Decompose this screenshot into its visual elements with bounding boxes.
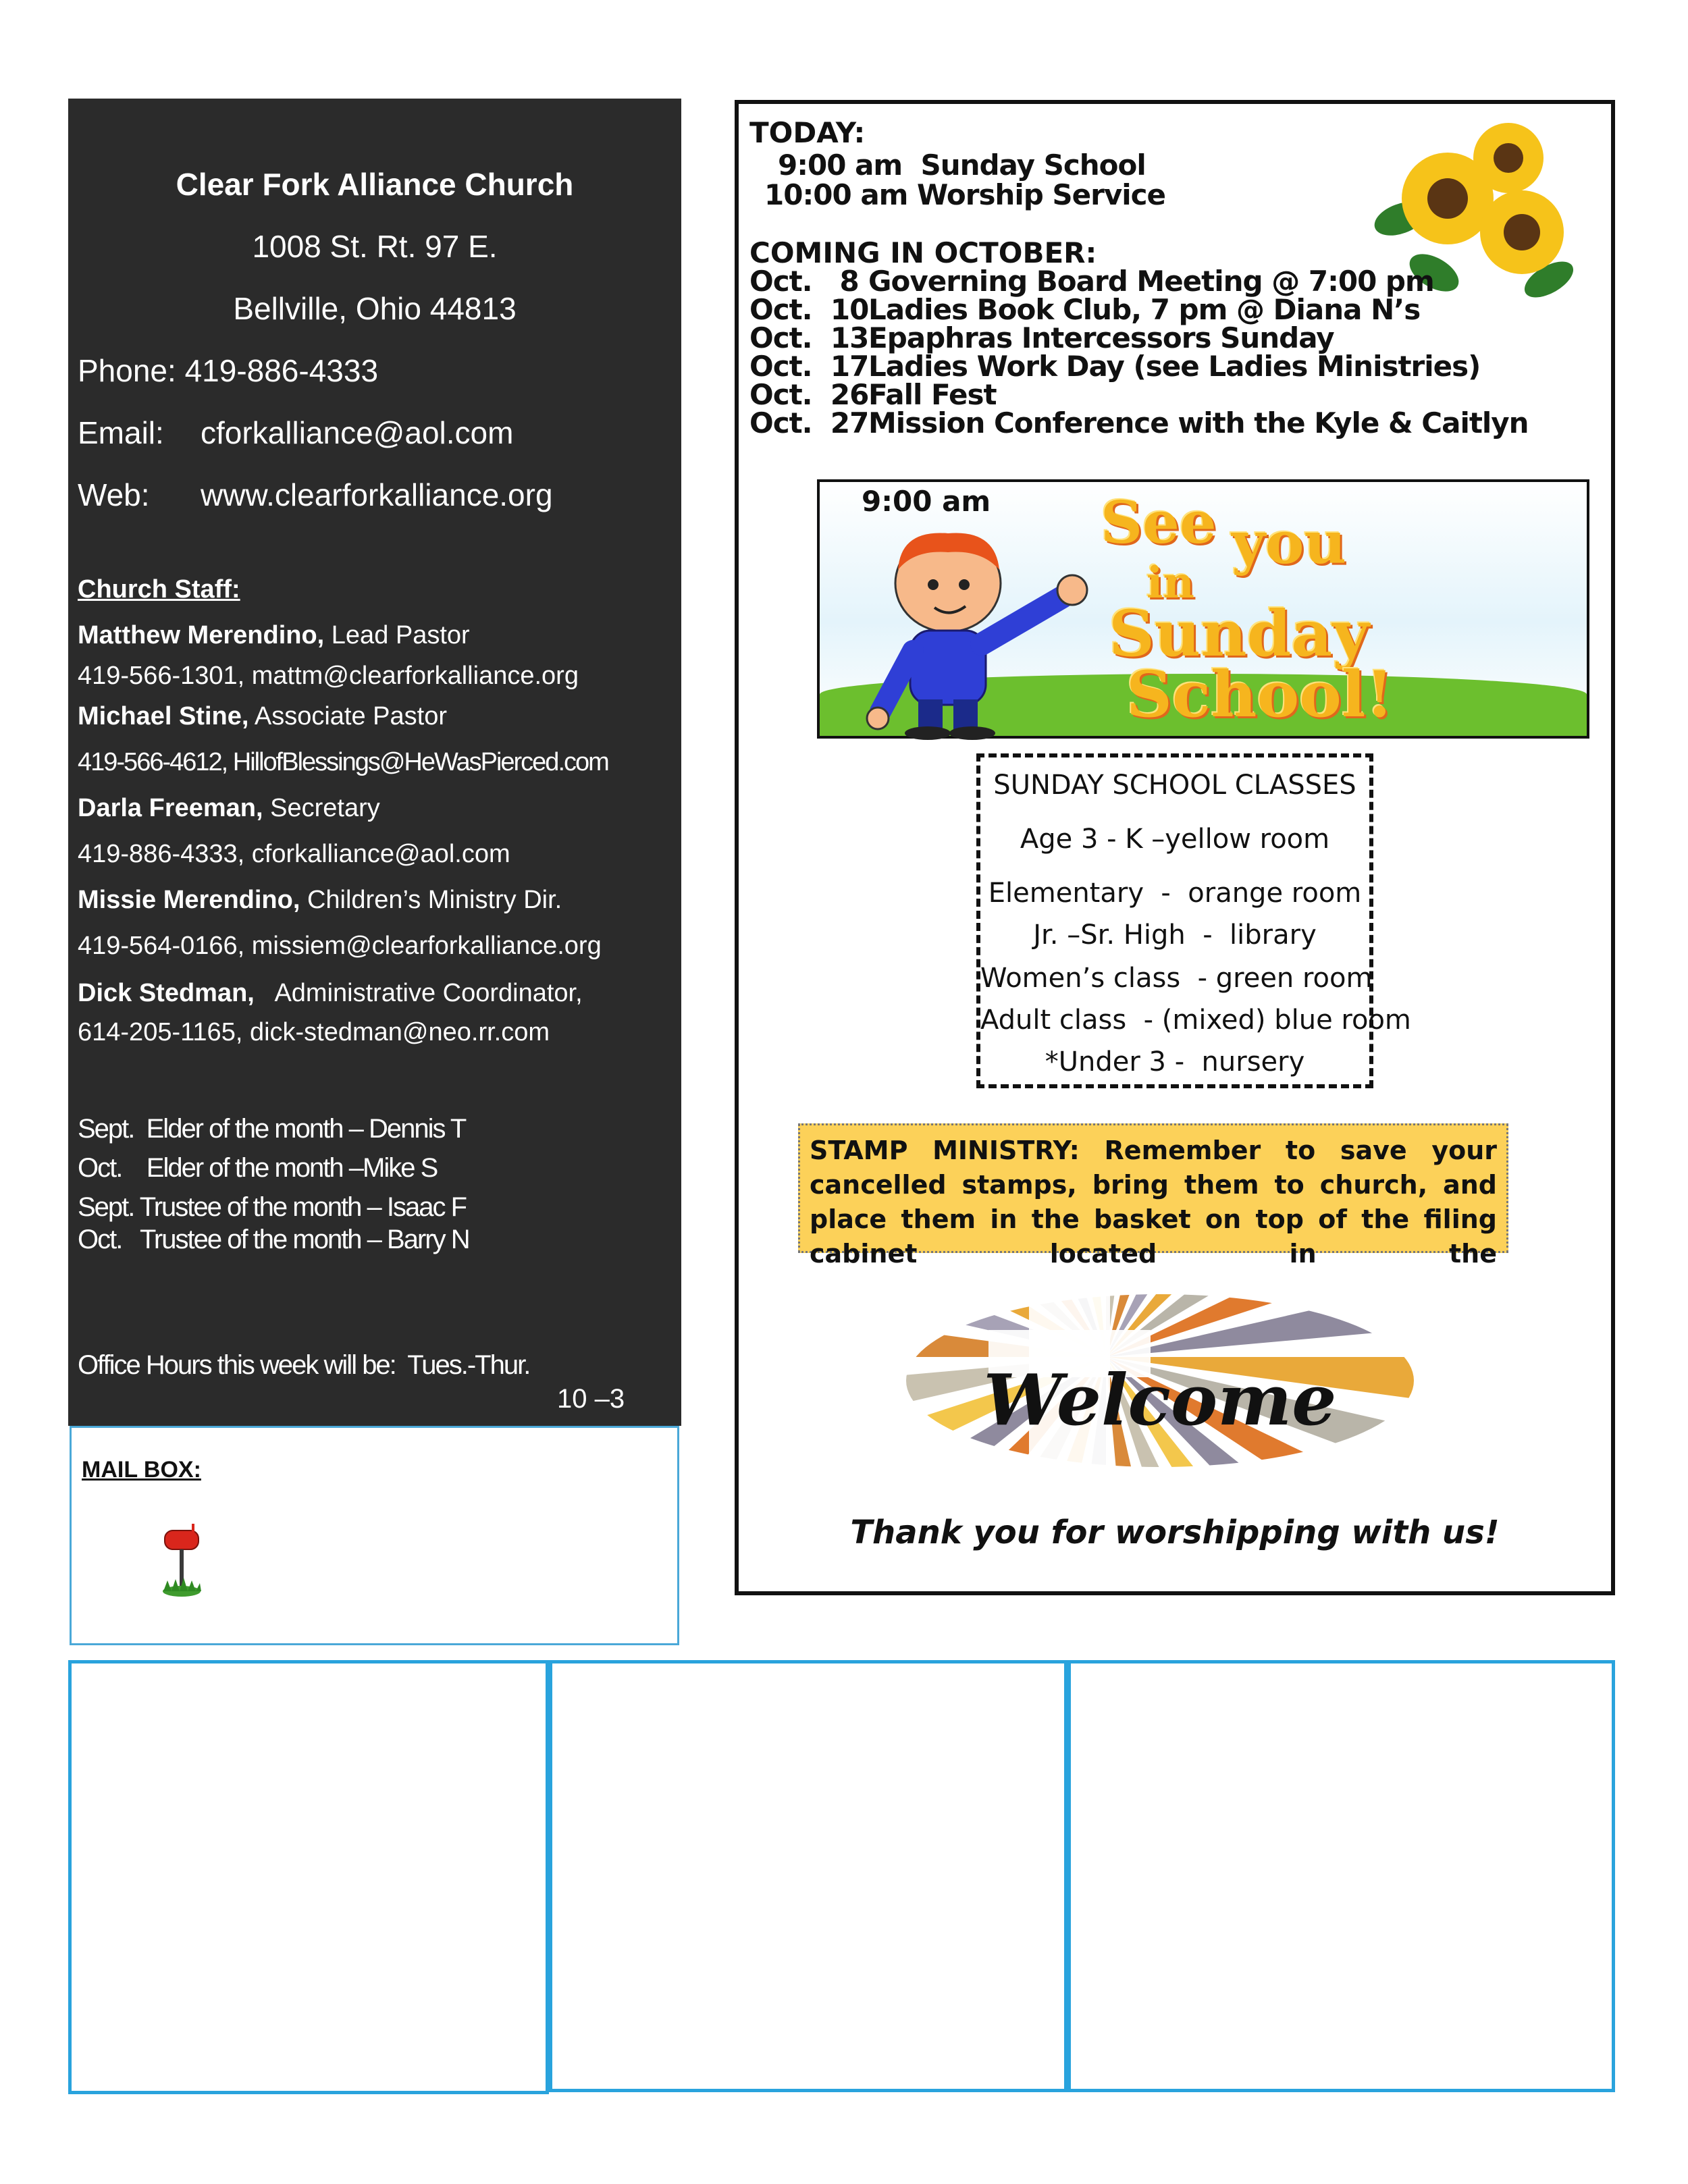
event-date: Oct. 27 [749, 406, 869, 440]
event-text: Ladies Work Day (see Ladies Ministries) [868, 350, 1481, 383]
staff-role: Secretary [263, 794, 380, 822]
class-item: Adult class - (mixed) blue room [980, 1005, 1411, 1036]
phone-line [78, 352, 378, 389]
banner-word: in [1146, 558, 1194, 608]
church-address-line2: Bellville, Ohio 44813 [233, 291, 517, 326]
sunday-school-banner [817, 479, 1589, 739]
staff-role: Associate Pastor [248, 702, 447, 730]
welcome-cross-graphic [903, 1283, 1417, 1479]
empty-box-left [68, 1660, 549, 2094]
email-line [78, 415, 513, 451]
stamp-ministry-text: STAMP MINISTRY: Remember to save your cancelled stamps, bring them to church, and place them in the basket on top of the filing cabinet located in the [810, 1136, 1497, 1269]
today-item: 9:00 am Sunday School [778, 149, 1146, 182]
banner-word: See [1101, 489, 1217, 557]
staff-contact: 614-205-1165, dick-stedman@neo.rr.com [78, 1018, 550, 1046]
event-date: Oct. 13 [749, 321, 869, 354]
web-line [78, 477, 553, 513]
email-value[interactable]: cforkalliance@aol.com [201, 415, 514, 450]
staff-heading: Church Staff: [78, 575, 240, 604]
today-heading: TODAY: [749, 116, 866, 149]
office-hours: Office Hours this week will be: Tues.-Thur. [78, 1350, 530, 1380]
mailbox-title: MAIL BOX: [82, 1457, 201, 1483]
thank-you-message: Thank you for worshipping with us! [850, 1514, 1500, 1551]
staff-contact: 419-564-0166, missiem@clearforkalliance.org [78, 932, 602, 960]
staff-member [78, 886, 562, 915]
staff-role: Administrative Coordinator, [254, 979, 583, 1007]
phone-value: 419-886-4333 [184, 353, 379, 388]
empty-box-middle [549, 1660, 1067, 2092]
class-item: Elementary - orange room [988, 878, 1362, 909]
october-heading: COMING IN OCTOBER: [749, 236, 1097, 269]
event-text: Fall Fest [868, 378, 997, 411]
classes-heading: SUNDAY SCHOOL CLASSES [993, 770, 1356, 801]
staff-member [78, 702, 447, 731]
church-name: Clear Fork Alliance Church [176, 167, 574, 202]
class-item: Women’s class - green room [980, 963, 1373, 994]
event-text: Governing Board Meeting @ 7:00 pm [868, 265, 1434, 298]
staff-name: Matthew Merendino, [78, 621, 325, 649]
announcements-box [735, 100, 1615, 1595]
waving-boy-icon [840, 523, 1124, 739]
staff-name: Darla Freeman, [78, 794, 263, 822]
trustee-of-month: Oct. Trustee of the month – Barry N [78, 1225, 469, 1254]
event-row [749, 406, 1529, 440]
church-address-line1: 1008 St. Rt. 97 E. [252, 229, 498, 264]
staff-contact: 419-566-1301, mattm@clearforkalliance.org [78, 662, 579, 690]
banner-word: Sunday [1109, 597, 1369, 671]
staff-member [78, 621, 470, 650]
church-info-panel [68, 99, 681, 1426]
office-hours-time: 10 –3 [557, 1384, 625, 1414]
class-item: Jr. –Sr. High - library [1033, 920, 1317, 951]
staff-role: Children’s Ministry Dir. [300, 886, 562, 914]
staff-contact: 419-886-4333, cforkalliance@aol.com [78, 840, 510, 868]
elder-of-month: Oct. Elder of the month –Mike S [78, 1153, 438, 1183]
banner-time: 9:00 am [862, 485, 991, 518]
today-item: 10:00 am Worship Service [764, 178, 1166, 211]
class-item: *Under 3 - nursery [1045, 1046, 1305, 1077]
event-date: Oct. 8 [749, 265, 859, 298]
welcome-text: Welcome [983, 1358, 1337, 1441]
staff-name: Dick Stedman, [78, 979, 255, 1007]
event-text: Ladies Book Club, 7 pm @ Diana N’s [868, 293, 1421, 326]
web-value[interactable]: www.clearforkalliance.org [201, 477, 553, 512]
class-item: Age 3 - K –yellow room [1020, 824, 1330, 855]
elder-of-month: Sept. Elder of the month – Dennis T [78, 1114, 466, 1144]
staff-contact: 419-566-4612, HillofBlessings@HeWasPierced.com [78, 748, 608, 776]
staff-name: Michael Stine, [78, 702, 249, 730]
sunday-school-classes [976, 753, 1411, 1088]
event-text: Epaphras Intercessors Sunday [868, 321, 1334, 354]
staff-member [78, 794, 380, 823]
phone-label: Phone: [78, 353, 176, 388]
mailbox-icon [149, 1524, 216, 1605]
event-date: Oct. 26 [749, 378, 869, 411]
event-date: Oct. 10 [749, 293, 869, 326]
staff-member [78, 979, 583, 1008]
event-text: Mission Conference with the Kyle & Caitlyn [868, 406, 1529, 440]
web-label: Web: [78, 477, 150, 512]
empty-box-right [1067, 1660, 1615, 2092]
trustee-of-month: Sept. Trustee of the month – Isaac F [78, 1192, 467, 1222]
banner-word: you [1232, 509, 1346, 577]
staff-role: Lead Pastor [324, 621, 470, 649]
event-date: Oct. 17 [749, 350, 869, 383]
email-label: Email: [78, 415, 164, 450]
mailbox-box [70, 1426, 679, 1645]
staff-name: Missie Merendino, [78, 886, 300, 914]
stamp-ministry-notice [798, 1123, 1508, 1269]
banner-word: School! [1126, 658, 1394, 732]
